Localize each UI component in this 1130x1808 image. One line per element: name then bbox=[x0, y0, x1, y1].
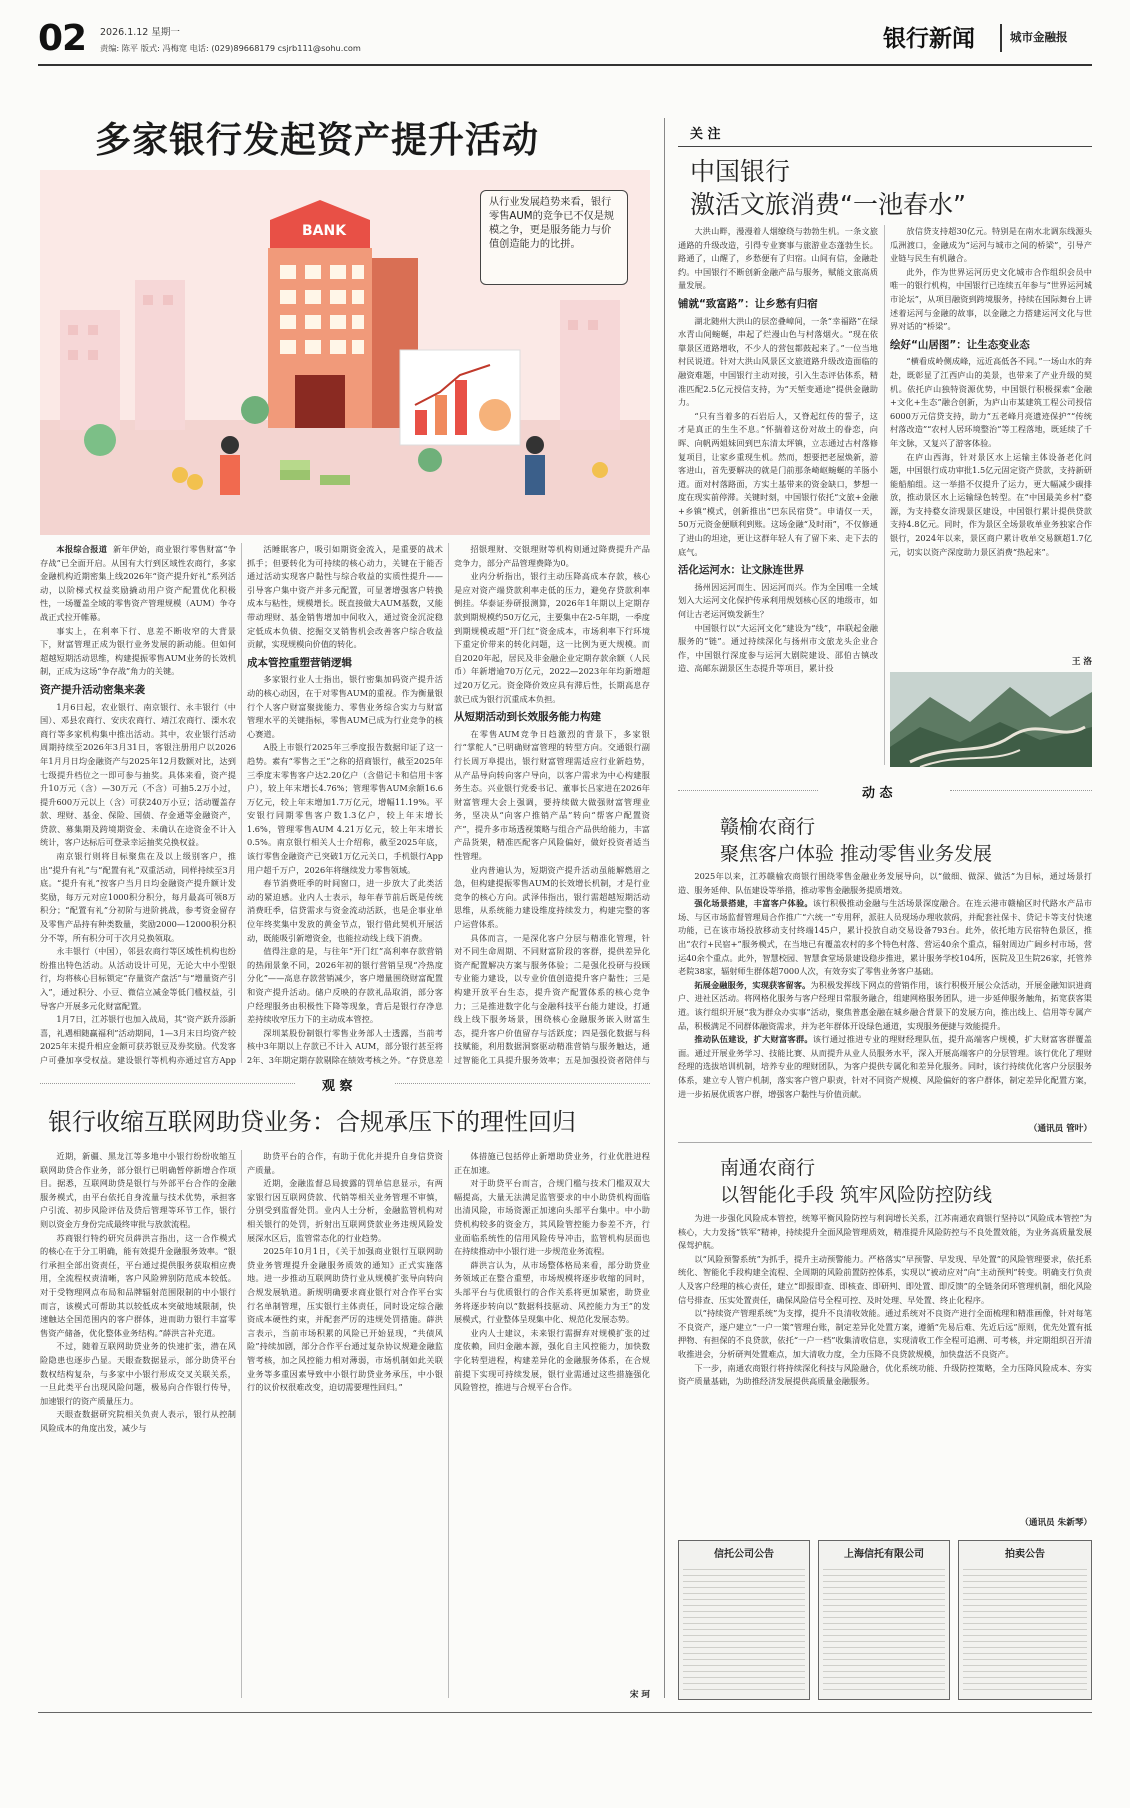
editor-line: 责编: 陈平 版式: 冯梅宽 电话: (029)89668179 csjrb111@sohu.com bbox=[100, 43, 361, 53]
focus-column-2: 放信贷支持超30亿元。特别是在南水北调东线源头瓜洲渡口，金融成为“运河与城市之间的桥梁”，引导产业链与民生有机融合。 此外，作为世界运河历史文化城市合作组织会员中唯一的银行机构，中国银行已连续五年参与“世界运河城市论坛”，从项目融资到跨境服务，持续在国际舞台上讲述着运河与金融的故事，以金融之力搭建运河文化与世界对话的“桥梁”。 绘好“山居图”：让生态变业态 “横看成岭侧成峰，远近高低各不同。”一场山水的奔赴，既彰显了江西庐山的美景，也带来了产业升级的契机。依托庐山独特资源优势，中国银行积极探索“金融+文化+生态”融合创新，为庐山市某建筑工程公司授信6000万元信贷支持，助力“五老峰月亮遗迹保护”“传统村落改造”“农村人居环境整治”等工程落地，既延续了千年文脉，又复兴了游客体验。 在庐山西海，针对景区水上运输主体设备老化问题，中国银行成功审批1.5亿元固定资产贷款，支持新研能船舶组。这一举措不仅提升了运力，更大幅减少碳排放，推动景区水上运输绿色转型。在“中国最美乡村”婺源，为支持婺女浒现景区建设，中国银行累计提供贷款支持4.8亿元。同时，作为景区全场景收单业务独家合作银行，2024年以来，景区商户累计收单交易额超1.7亿元，切实以资产深度助力景区消费“热起来”。 bbox=[890, 226, 1092, 557]
issue-date: 2026.1.12 星期一 bbox=[100, 27, 180, 38]
lead-column-1: 本报综合报道 新年伊始，商业银行零售财富“争存战”已全面开启。从国有大行到区域性农商行，多家金融机构近期密集上线2026年“资产提升好礼”系列活动，以阶梯式权益奖励撬动用户资产配置优化积极性，一场覆盖全域的零售资产管理规模（AUM）争夺战正式拉开帷幕。 事实上，在利率下行、息差不断收窄的大背景下，财富管理正成为银行业务发展的新动能。但如何超越短期活动思维，构建提振零售AUM业务的长效机制，正成为这场“争存战”角力的关键。 资产提升活动密集来袭 1月6日起，农业银行、南京银行、永丰银行（中国）、邓县农商行、安庆农商行、靖江农商行、溧水农商行等多家机构集中推出活动。其中，农业银行活动周期持续至2026年3月31日，客银注册用户以2026年1月月日均金融资产与2025年12月数额对比，达到七级提升档位之一即可参与抽奖。具体来看，资产提升10万元（含）—30万元（不含）可抽5.2万小过，提升600万元以上（含）可获240万小豆；活动覆盖存款、理财、基金、保险、国债、存金通等金融资产，贷款、募集期及跨境期资金、未确认在途资金不计入统计，客户达标后可登录幸运抽奖兑换权益。 南京银行则将目标聚焦在及以上级别客户，推出“提升有礼”与“配置有礼”双重活动，同样持续至3月底。“提升有礼”按客户当月日均金融资产提升额计发奖励，每万元对应1000积分积分，每月最高可领8万积分；“配置有礼”分初阶与进阶挑战，参考资金留存及零售产品持有种类数量，奖励2000—12000积分积分不等，所有积分可于次月兑换领取。 永丰银行（中国），邻县农商行等区域性机构也纷纷推出特色活动。从活动设计可见，无论大中小型银行，均将核心目标锁定“存量资产盘活”与“增量资产引入”，通过积分、小豆、微信立减金等低门槛权益，引导客户开展多元化财富配置。 1月7日，江苏银行也加入战局，其“资产跃升添新喜，礼遇相随赢福利”活动期间，1—3月末日均资产较2025年末提升相应金额可获苏银豆及券奖励。代发客户可叠加享受权益。建设银行等机构亦通过官方App bbox=[40, 544, 236, 1065]
focus-subhead-2: 活化运河水：让文脉连世界 bbox=[678, 564, 804, 577]
ad-block-2: 上海信托有限公司 bbox=[818, 1540, 950, 1700]
intro-label: 本报综合报道 bbox=[56, 544, 108, 554]
section-title: 银行新闻 bbox=[883, 26, 975, 52]
lead-subhead-2: 成本管控重塑营销逻辑 bbox=[247, 656, 352, 669]
dynamics-a1-headline-1: 赣榆农商行 bbox=[720, 816, 816, 838]
observe-column-2: 助贷平台的合作，有助于优化并提升自身信贷资产质量。 近期，金融监督总局披露的罚单信息显示，有两家银行因互联网贷款、代销等相关业务管理不审慎，分别受到监督处罚。业内人士分析，金融监管机构对相关银行的处罚，折射出互联网贷款业务违规风险发展深水区后，监管常态化的行业趋势。 2025年10月1日，《关于加强商业银行互联网助贷业务管理提升金融服务质效的通知》正式实施落地。进一步推动互联网助贷行业从规模扩张导向转向合规发展轨道。新规明确要求商业银行对合作平台实行名单制管理，压实银行主体责任，同时设定综合融资成本硬性约束，并配套严厉的违规处罚措施。薛洪言表示，当前市场积累的风险已开始显现，“共债风险”持续加剧，部分合作平台通过复杂协议规避金融监管考核，加之风控能力相对薄弱，市场机制如此关联业务等多重因素导致中小银行助贷业务承压，中小银行的议价权很难改变，迫切需要理性回归。” bbox=[247, 1151, 443, 1393]
dynamics-tag: 动 态 bbox=[862, 786, 893, 801]
footer-rule bbox=[38, 1712, 1092, 1713]
focus-column-1: 大洪山畔，漫漫着人烟缭绕与勃勃生机。一条文旅通路的升级改造，引得专业赛事与旅游业态蓬勃生长。路通了，山醒了，乡愁便有了归宿。山间有信，金融赴约。中国银行不断创新金融产品与服务，赋能文旅高质量发展。 铺就“致富路”：让乡愁有归宿 湖北随州大洪山的层峦叠嶂间，一条“幸福路”在绿水青山间蜿蜒，串起了烂漫山色与村落烟火。“现在依靠景区道路增收，不少人的营包都鼓起来了。”一位当地村民说道。针对大洪山风景区文旅道路升级改造面临的融资难题，中国银行主动对接，引入生态评估体系，精准匹配2.5亿元授信支持，为“天堑变通途”提供金融助力。 “只有当着多的石岩后人，又脊起红传的誓子，这才是真正的生生不息。”怀揣着这份对故土的眷恋，向晖、向帆两姐妹回到巴东清太坪镇，立志通过古村落修复项目，让家乡重现生机。然而，想要把老屋焕新，游客进山，首先要解决的就是门前那条崎岖蜿蜒的羊肠小道。面对村落路面，方实土基带来的资金缺口，梦想一度在现实前停滞。关键时刻，中国银行依托“文旅+金融+乡镇”模式，创新推出“巴东民宿贷”。申请仅一天，50万元资金便顺利到账。这场金融“及时雨”，不仅修通了进山的坦途，更让这群年轻人有了留下来、走下去的底气。 活化运河水：让文脉连世界 扬州因运河而生、因运河而兴。作为全国唯一全域划入大运河文化保护传承利用规划核心区的地级市，如何让古老运河焕发新生？ 中国银行以“大运河文化”建设为“线”，串联起金融服务的“链”。通过持续深化与扬州市文旅龙头企业合作，中国银行深度参与运河大剧院建设、邵伯古镇改造、高邮东湖景区生态提升等项目，累计投 bbox=[678, 226, 878, 674]
lead-bubble: 从行业发展趋势来看，银行零售AUM的竞争已不仅是规模之争，更是服务能力与价值创造能力的比拼。 bbox=[480, 190, 628, 285]
observe-column-1: 近期，新疆、黑龙江等多地中小银行纷纷收缩互联网助贷合作业务，部分银行已明确暂停新增合作项目。据悉，互联网助贷是银行与外部平台合作的金融服务模式，由平台依托自身流量与技术优势，承担客户引流、初步风险评估及贷后管理等环节工作，银行则以资金方身份完成最终审批与放款流程。 苏商银行特约研究员薛洪言指出，这一合作模式的核心在于分工明确，能有效提升金融服务效率。“银行承担全部出资责任，平台通过提供服务获取相应费用，全流程权责清晰，客户风险辨别防范成本较低。对于受物理网点布局和品牌辐射范围限制的中小银行而言，该模式可帮助其以较低成本突破地域限制，快速触达全国范围内的客户群体，进而助力银行丰富零售资产储备，优化整体业务结构。”薛洪言补充道。 不过，随着互联网助贷业务的快速扩张，潜在风险隐患也逐步凸显。天眼查数据显示，部分助贷平台数权结构复杂，与多家中小银行形成交叉关联关系，一旦此类平台出现风险问题，极易向合作银行传导，加速银行的资产质量压力。 天眼查数据研究院相关负责人表示，银行从控制风险成本的角度出发，减少与 bbox=[40, 1151, 236, 1433]
dynamics-a1-signature: （通讯员 管叶） bbox=[1028, 1124, 1092, 1134]
focus-subhead-3: 绘好“山居图”：让生态变业态 bbox=[890, 338, 1030, 351]
observe-signature: 宋 珂 bbox=[629, 1690, 650, 1700]
dynamics-a2-signature: （通讯员 朱新琴） bbox=[1020, 1518, 1092, 1528]
focus-headline-2: 激活文旅消费“一池春水” bbox=[690, 190, 966, 219]
newspaper-name: 城市金融报 bbox=[1010, 30, 1068, 44]
observe-tag: 观 察 bbox=[322, 1079, 353, 1094]
section-divider bbox=[1000, 24, 1002, 52]
lead-illustration bbox=[40, 170, 650, 535]
bank-sign: BANK bbox=[302, 223, 347, 239]
observe-headline: 银行收缩互联网助贷业务：合规承压下的理性回归 bbox=[48, 1108, 576, 1136]
lead-subhead-3: 从短期活动到长效服务能力构建 bbox=[454, 711, 601, 724]
dynamics-a2-body: 为进一步强化风险成本管控，统筹平衡风险防控与利润增长关系，江苏南通农商银行坚持以“风险成本管控”为核心，大力发扬“铁军”精神，持续提升全面风险管理质效，精准提升风险防控与不良处置效能，为业务高质量发展保驾护航。 以“风险预警系统”为抓手，提升主动预警能力。严格落实“早预警、早发现、早处置”的风险管理要求，依托系统化、智能化手段构建全流程、全周期的风险前置防控体系，实现以“被动应对”向“主动预判”转变。明确支行负责人及客户经理的核心责任，建立“即报即查、即核查、即研判、即处置、即反馈”的全链条闭环管理机制，细化风险信号排查、压实处置责任，确保风险信号全程可控、及时处理、早处置、终止化程序。 以“持续资产管理系统”为支撑，提升不良清收效能。通过系统对不良资产进行全面梳理和精准画像，针对每笔不良资产，逐户建立“一户一策”管理台账，制定差异化处置方案，遵循“先易后难、先近后远”原则，优先处置有抵押物、有担保的不良贷款，依托“一户一档”收集清收信息，实现清收工作全程可追溯、可考核，并定期组织召开清收推进会，分析研判处置难点，加大清收力度，全力压降不良贷款规模，加快盘活不良资产。 下一步，南通农商银行将持续深化科技与风险融合，优化系统功能、升级防控策略，全力压降风险成本、夯实资产质量基础，为助推经济发展提供高质量金融服务。 bbox=[678, 1213, 1092, 1387]
header-rule bbox=[38, 64, 1092, 66]
ad-block-3: 拍卖公告 bbox=[958, 1540, 1092, 1700]
focus-subhead-1: 铺就“致富路”：让乡愁有归宿 bbox=[678, 297, 818, 310]
focus-tag: 关 注 bbox=[690, 127, 721, 142]
focus-headline-1: 中国银行 bbox=[690, 157, 791, 186]
focus-photo bbox=[890, 672, 1092, 767]
page-header bbox=[38, 16, 1092, 68]
dynamics-a1-headline-2: 聚焦客户体验 推动零售业务发展 bbox=[720, 843, 993, 865]
ads-strip bbox=[678, 1540, 1092, 1700]
dynamics-a1-body: 2025年以来，江苏赣榆农商银行围绕零售金融业务发展导向，以“做细、做深、做活”为目标，通过场景打造、服务延伸、队伍建设等举措，推动零售金融服务提质增效。 强化场景搭建，丰富客户体验。该行积极推动金融与生活场景深度融合。在连云港市赣榆区时代路水产品市场、与区市场监督管理局合作推广“六统一”专用秤，派驻人员现场办理收款码，并配套社保卡、贷记卡等支付快速功能，已在该市场投放移动支付终端145户，累计投放自动交易设备793台。此外，依托地方民宿特色景区，推出“农行+民宿+”服务模式，在当地已有覆盖农村的多个特色村落、营运40余个重点，辐射周边广阔乡村市场，营运40余个重点。此外，智慧校园、智慧食堂场景建设稳步推进，累计服务学校104所，医院及卫生院26家，托管养老院38家，辐射师生群体超7000人次，有效夯实了零售业务客户基础。 拓展金融服务，实现获客留客。为积极发挥线下网点的营销作用，该行积极开展公众活动，开展金融知识进商户、进社区活动。将网格化服务与客户经理日常服务融合，组建网格服务团队，进一步延伸服务触角，拓宽获客渠道。该行组织开展“我为群众办实事”活动，聚焦普惠金融在城乡融合背景下的发展方向，推出线上、信用等专属产品，积极满足不同群体融资需求，并为老年群体开设绿色通道，实现服务便捷与效能提升。 推动队伍建设，扩大财富客群。该行通过推进专业的理财经理队伍，提升高端客户规模，扩大财富客群覆盖面。通过开展业务学习、技能比赛、从而提升从业人员服务水平，深入开展高端客户的分层管理。该行优化了理财经理的选拔培训机制，培养专业的理财团队，为客户提供专属化和差异化服务。同时，该行持续优化客户分层服务体系，建立专人管户机制，落实客户管户职责，针对不同资产规模、风险偏好的客户群体，制定差异化配置方案，进一步拓展优质客户群，增强客户黏性与价值贡献。 bbox=[678, 871, 1092, 1099]
dynamics-a2-headline-1: 南通农商行 bbox=[720, 1157, 816, 1179]
lead-column-2: 活睡眠客户，吸引如期资金流入，是重要的战术抓手；但要转化为可持续的核心动力，关键在于能否通过活动实现客户黏性与综合收益的实质性提升——引导客户集中资产并多元配置，可显著增强客户转换成本与粘性，规模增长。既直接做大AUM基数，又能带动理财、基金销售增加中间收入，通过资金沉淀稳定低成本负债、挖掘交叉销售机会改善客户综合收益贡献，实现规模向价值的转化。 成本管控重塑营销逻辑 多家银行业人士指出，银行密集加码资产提升活动的核心动因，在于对零售AUM的重视。作为衡量银行个人客户财富聚拢能力、零售业务综合实力与财富管理水平的关键指标，零售AUM已成为行业竞争的核心赛道。 A股上市银行2025年三季度报告数据印证了这一趋势。素有“零售之王”之称的招商银行，截至2025年三季度末零售客户达2.20亿户（含借记卡和信用卡客户），较上年末增长4.76%；管理零售AUM余额16.6万亿元，较上年末增加1.7万亿元，增幅11.19%。平安银行同期零售客户数1.3亿户，较上年末增长1.6%，管理零售AUM 4.21万亿元，较上年末增长0.5%。南京银行相关人士介绍称，截至2025年底，该行零售金融资产已突破1万亿元关口，手机银行App用户超千万户，2026年将继续发力零售领域。 春节消费旺季的时间窗口，进一步放大了此类活动的紧迫感。业内人士表示，每年春节前后既是传统消费旺季，信贷需求与资金流动活跃，也是企事业单位年终奖集中发放的黄金节点，银行借此契机开展活动，既能吸引新增资金，也能拉动线上线下消费。 值得注意的是，与往年“开门红”高利率存款营销的热闹景象不同，2026年初的银行营销呈现“冷热度分化”——高息存款营销减少，客户增量围绕财富配置和资产提升活动。储户反映的存款礼品取消，部分客户经理服务由积极性下降等现象，背后是银行存净息差持续收窄压力下的主动成本管控。 深圳某股份制银行零售业务部人士透露，当前考核中3年期以上存款已不计入 AUM，部分银行甚至将2年、3年期定期存款剔除在绩效考核之外。“存贷息差 bbox=[247, 544, 443, 1065]
lead-subhead-1: 资产提升活动密集来袭 bbox=[40, 683, 145, 696]
focus-signature: 王 洛 bbox=[1071, 657, 1092, 667]
page-column-divider bbox=[664, 118, 665, 1698]
lead-headline: 多家银行发起资产提升活动 bbox=[95, 120, 540, 161]
lead-column-3: 招银理财、交银理财等机构则通过降费提升产品竞争力，部分产品管理费降为0。 业内分析指出，银行主动压降高成本存款，核心是应对资产端贷款利率走低的压力，避免存贷款利率倒挂。华泰证券研报测算，2026年1年期以上定期存款到期规模约50万亿元，主要集中在2-5年期，一季度到期规模或超“开门红”资金成本，市场利率下行环境下重定价带来的转化问题，这一比例为更大规模。而自2020年起，居民及非金融企业定期存款余额（人民币）年新增逾70万亿元，2022—2023年年均新增超过20万亿元。资金降价效应具有滞后性，长期高息存款已成为银行沉重成本负担。 从短期活动到长效服务能力构建 在零售AUM竞争日趋激烈的背景下，多家银行“掌舵人”已明确财富管理的转型方向。交通银行副行长周万阜提出，银行财富管理需适应行业新趋势，从产品导向转向客户导向，以客户需求为中心构建服务生态。兴业银行党委书记、董事长吕家进在2026年财富管理大会上强调，要持续做大做强财富管理业务，坚决从“向客户推销产品”转向“帮客户配置资产”，提升多市场透视策略与组合产品供给能力，丰富产品货架，精准匹配客户风险偏好，做好投资者适当性管理。 业内普遍认为，短期资产提升活动虽能解燃眉之急，但构建提振零售AUM的长效增长机制，才是行业竞争的核心方向。武泽伟指出，银行需超越短期活动思维，从系统能力建设维度持续发力，构建完整的客户运营体系。 具体而言，一是深化客户分层与精准化管理，针对不同生命周期、不同财富阶段的客群，提供差异化资产配置解决方案与服务体验；二是强化投研与投顾专业能力建设，以专业价值创造提升客户黏性；三是构建开放平台生态，提升资产配置体系的核心竞争力；三是推进数字化与金融科技平台能力建设，打通线上线下服务场景，围绕核心金融服务嵌入财富生态，提升客户价值留存与活跃度；四是强化数据与科技赋能，利用数据洞察驱动精准营销与服务触达，通过智能化工具提升服务效率；五是加强投资者陪伴与 bbox=[454, 544, 650, 1065]
observe-column-3: 体措施已包括停止新增助贷业务，行业优胜进程正在加速。 对于助贷平台而言，合规门槛与技术门槛双双大幅提高，大量无法满足监管要求的中小助贷机构面临出清风险，市场资源正加速向头部平台集中。中小助贷机构较多的资金方，其风险管控能力参差不齐，行业面临系统性的信用风险传导冲击，监管机构层面也在持续推动中小银行进一步规范业务流程。 薛洪言认为，从市场整体格局来看，部分助贷业务领域正在整合重塑，市场规模将逐步收缩的同时，头部平台与优质银行的合作关系将更加紧密，助贷业务将逐步转向以“数据科技驱动、风控能力为王”的发展模式，行业整体呈现集中化、规范化发展态势。 业内人士建议，未来银行需摒弃对规模扩张的过度依赖，回归金融本源，强化自主风控能力，加快数字化转型进程，构建差异化的金融服务体系，在合规前提下实现可持续发展，银行业需通过这些措施强化风险管控，推进与合规平台合作。 bbox=[454, 1151, 650, 1393]
page-number: 02 bbox=[38, 18, 87, 59]
dynamics-a2-headline-2: 以智能化手段 筑牢风险防控防线 bbox=[720, 1184, 993, 1206]
ad-block-1: 信托公司公告 bbox=[678, 1540, 810, 1700]
